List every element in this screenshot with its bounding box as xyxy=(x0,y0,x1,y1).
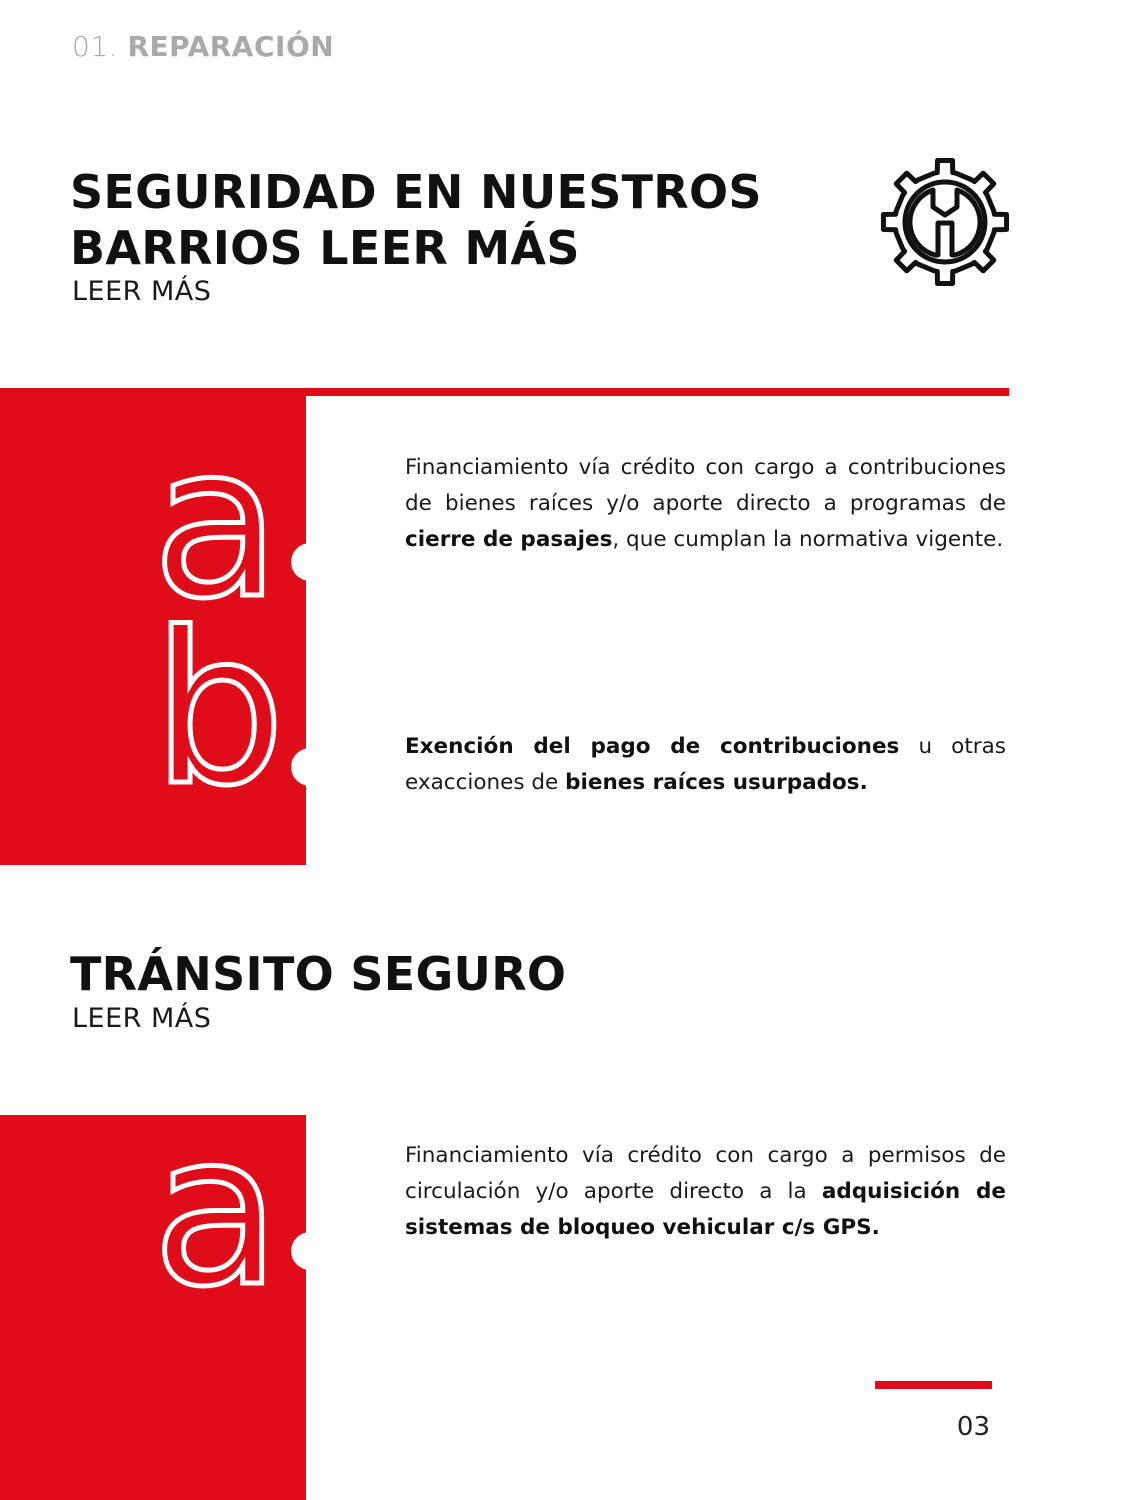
footer-red-rule xyxy=(875,1381,992,1389)
item-dot xyxy=(291,748,329,786)
item-letter-a: a xyxy=(152,400,281,645)
section-number: 01. xyxy=(72,30,119,63)
section1-item-a-text: Financiamiento vía crédito con cargo a contribuciones de bienes raíces y/o aporte directo a programas de cierre de pasajes, que cumplan la normativa vigente. xyxy=(405,455,1006,552)
item-letter-b: b xyxy=(152,587,286,832)
item-dot xyxy=(291,543,329,581)
gear-wrench-icon xyxy=(880,157,1010,287)
section2-leer-mas-link[interactable]: LEER MÁS xyxy=(72,1003,212,1034)
section1-leer-mas-link[interactable]: LEER MÁS xyxy=(72,276,212,307)
item-letter-a: a xyxy=(152,1088,281,1333)
page-number: 03 xyxy=(956,1412,990,1442)
section1-item-b-text: Exención del pago de contribuciones u otras exacciones de bienes raíces usurpados. xyxy=(405,734,1006,795)
section1-title: SEGURIDAD EN NUESTROS BARRIOS LEER MÁS xyxy=(70,165,762,275)
section-label xyxy=(72,30,334,63)
red-top-rule xyxy=(306,388,1009,396)
section-name: REPARACIÓN xyxy=(127,30,335,63)
section2-item-a-text: Financiamiento vía crédito con cargo a permisos de circulación y/o aporte directo a la adquisición de sistemas de bloqueo vehicular c/s GPS. xyxy=(405,1143,1006,1240)
section2-title: TRÁNSITO SEGURO xyxy=(70,947,567,1001)
item-dot xyxy=(291,1232,329,1270)
